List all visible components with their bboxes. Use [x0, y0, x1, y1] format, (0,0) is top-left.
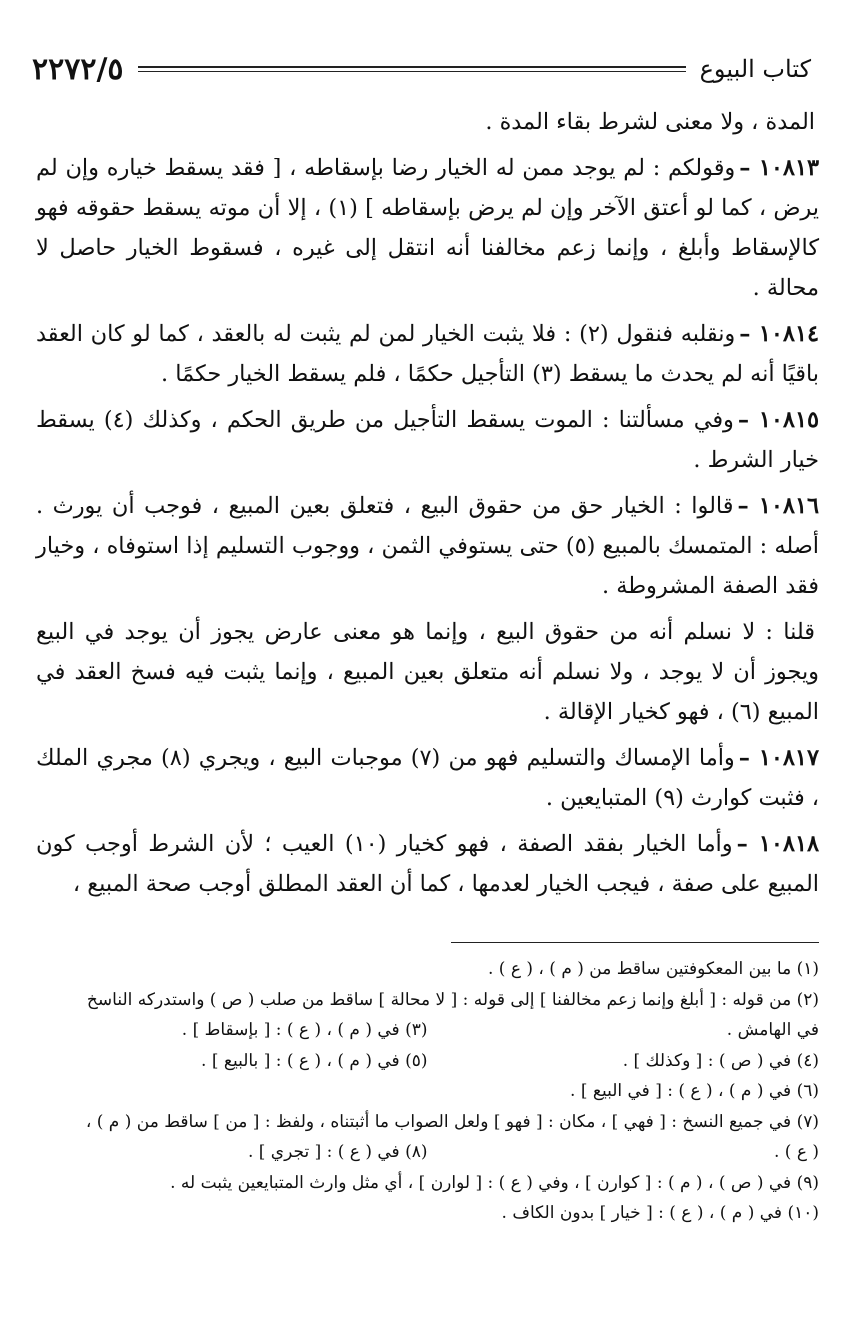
paragraph-text: ونقلبه فنقول (٢) : فلا يثبت الخيار لمن لم يثبت له بالعقد ، كما لو كان العقد باقيًا أنه لم يحدث ما يسقط (٣) التأجيل حكمًا ، فلم يسقط الخيار حكمًا . — [36, 321, 819, 387]
paragraph-number: ١٠٨١٧ – — [738, 745, 819, 771]
paragraph — [36, 738, 819, 818]
footnote: (٧) في جميع النسخ : [ فهي ] ، مكان : [ فهو ] ولعل الصواب ما أثبتناه ، ولفظ : [ من ] ساقط من ( م ) ، — [85, 1111, 819, 1132]
footnotes — [36, 954, 819, 1229]
paragraph-text: وأما الخيار بفقد الصفة ، فهو كخيار (١٠) العيب ؛ لأن الشرط أوجب كون المبيع على صفة ، فيجب الخيار لعدمها ، كما أن العقد المطلق أوجب صحة المبيع ، — [36, 831, 819, 897]
paragraph — [36, 102, 819, 142]
footnote-divider — [451, 942, 819, 943]
footnote: ( ع ) . — [773, 1142, 819, 1162]
footnote: (٦) في ( م ) ، ( ع ) : [ في البيع ] . — [570, 1081, 819, 1101]
footnote: في الهامش . — [726, 1020, 819, 1040]
paragraph — [36, 612, 819, 732]
paragraph — [36, 400, 819, 480]
header-divider — [138, 66, 686, 72]
paragraph-text: قالوا : الخيار حق من حقوق البيع ، فتعلق بعين المبيع ، فوجب أن يورث . أصله : المتمسك بالمبيع (٥) حتى يستوفي الثمن ، ووجوب التسليم إذا استوفاه ، وخيار فقد الصفة المشروطة . — [36, 493, 819, 599]
footnote-row — [36, 1137, 819, 1168]
paragraph-text: وأما الإمساك والتسليم فهو من (٧) موجبات البيع ، ويجري (٨) مجري الملك ، فثبت كوارث (٩) المتبايعين . — [36, 745, 819, 811]
paragraph-number: ١٠٨١٣ – — [739, 155, 820, 181]
footnote: (١٠) في ( م ) ، ( ع ) : [ خيار ] بدون الكاف . — [501, 1203, 819, 1223]
paragraph-number: ١٠٨١٤ – — [739, 321, 819, 347]
footnote: (٥) في ( م ) ، ( ع ) : [ بالبيع ] . — [201, 1050, 428, 1071]
paragraph — [36, 148, 819, 308]
footnote: (٤) في ( ص ) : [ وكذلك ] . — [622, 1050, 819, 1071]
footnote: (٣) في ( م ) ، ( ع ) : [ بإسقاط ] . — [181, 1020, 428, 1040]
paragraph-text: قلنا : لا نسلم أنه من حقوق البيع ، وإنما هو معنى عارض يجوز أن يوجد في البيع ويجوز أن لا يوجد ، ولا نسلم أنه متعلق بعين المبيع ، وإنما يثبت فيه فسخ العقد في المبيع (٦) ، فهو كخيار الإقالة . — [36, 619, 819, 725]
footnote: (٨) في ( ع ) : [ تجري ] . — [247, 1142, 428, 1162]
paragraph-number: ١٠٨١٨ – — [736, 831, 819, 857]
page-header — [32, 44, 811, 94]
paragraph-text: وفي مسألتنا : الموت يسقط التأجيل من طريق الحكم ، وكذلك (٤) يسقط خيار الشرط . — [36, 407, 819, 473]
page-number: ٢٢٧٢/٥ — [32, 51, 124, 87]
footnote: (٩) في ( ص ) ، ( م ) : [ كوارن ] ، وفي ( ع ) : [ لوارن ] ، أي مثل وارث المتبايعين يثبت له . — [170, 1172, 819, 1193]
paragraph-number: ١٠٨١٥ – — [737, 407, 819, 433]
paragraph — [36, 824, 819, 904]
paragraph-text: المدة ، ولا معنى لشرط بقاء المدة . — [485, 109, 815, 135]
footnote: (٢) من قوله : [ أبلغ وإنما زعم مخالفنا ] إلى قوله : [ لا محالة ] ساقط من صلب ( ص ) واستدركه الناسخ — [86, 989, 819, 1010]
paragraph — [36, 314, 819, 394]
book-title: كتاب البيوع — [699, 55, 811, 83]
footnote-row — [36, 1015, 819, 1046]
paragraph-number: ١٠٨١٦ – — [737, 493, 819, 519]
main-text — [36, 102, 819, 910]
footnote-row — [36, 1046, 819, 1077]
paragraph-text: وقولكم : لم يوجد ممن له الخيار رضا بإسقاطه ، [ فقد يسقط خياره وإن لم يرض ، كما لو أعتق الآخر وإن لم يرض بإسقاطه ] (١) ، إلا أن موته يسقط حقوقه فهو كالإسقاط وأبلغ ، وإنما زعم مخالفنا أنه انتقل إلى غيره ، فسقوط الخيار حاصل لا محالة . — [36, 155, 819, 301]
footnote: (١) ما بين المعكوفتين ساقط من ( م ) ، ( ع ) . — [487, 959, 819, 979]
paragraph — [36, 486, 819, 606]
